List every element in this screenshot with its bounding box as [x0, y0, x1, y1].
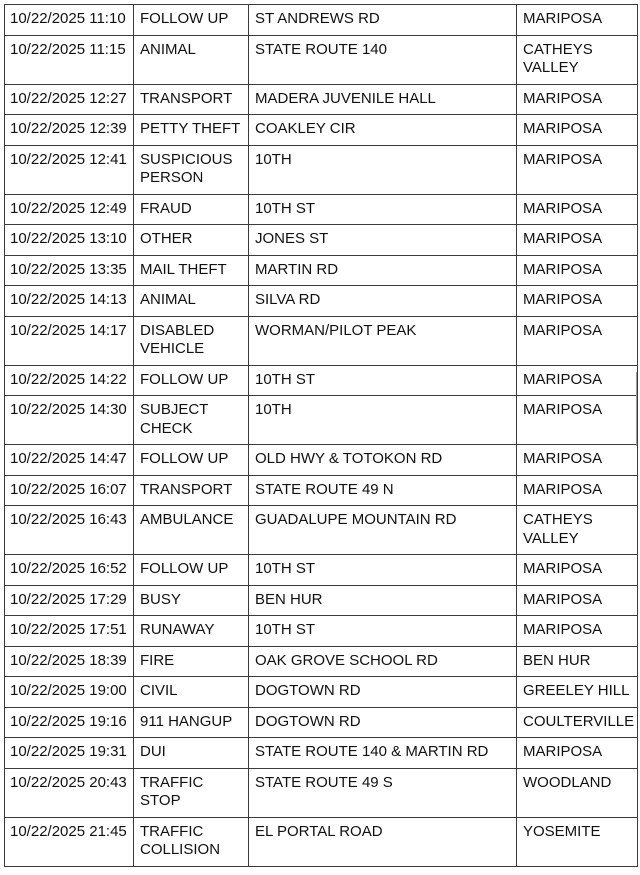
cell-incident-type: ANIMAL: [134, 35, 249, 84]
table-row: [5, 225, 638, 256]
cell-datetime: 10/22/2025 12:27: [5, 84, 134, 115]
cell-location: DOGTOWN RD: [249, 707, 517, 738]
cell-city: MARIPOSA: [517, 396, 638, 445]
cell-incident-type: FIRE: [134, 646, 249, 677]
table-row: [5, 677, 638, 708]
cell-incident-type: CIVIL: [134, 677, 249, 708]
cell-incident-type: ANIMAL: [134, 286, 249, 317]
cell-datetime: 10/22/2025 14:30: [5, 396, 134, 445]
table-row: [5, 35, 638, 84]
cell-location: 10TH ST: [249, 365, 517, 396]
cell-location: MADERA JUVENILE HALL: [249, 84, 517, 115]
table-row: [5, 396, 638, 445]
table-row: [5, 145, 638, 194]
table-row: [5, 707, 638, 738]
cell-location: COAKLEY CIR: [249, 115, 517, 146]
cell-city: MARIPOSA: [517, 365, 638, 396]
incident-log-body: [5, 5, 638, 867]
cell-incident-type: AMBULANCE: [134, 506, 249, 555]
cell-location: OAK GROVE SCHOOL RD: [249, 646, 517, 677]
cell-city: MARIPOSA: [517, 738, 638, 769]
cell-datetime: 10/22/2025 13:35: [5, 255, 134, 286]
cell-city: BEN HUR: [517, 646, 638, 677]
cell-datetime: 10/22/2025 19:00: [5, 677, 134, 708]
cell-location: 10TH ST: [249, 616, 517, 647]
cell-incident-type: DISABLED VEHICLE: [134, 316, 249, 365]
cell-location: 10TH: [249, 145, 517, 194]
cell-incident-type: DUI: [134, 738, 249, 769]
cell-city: COULTERVILLE: [517, 707, 638, 738]
table-row: [5, 84, 638, 115]
cell-location: 10TH: [249, 396, 517, 445]
table-row: [5, 817, 638, 866]
cell-city: WOODLAND: [517, 768, 638, 817]
cell-location: DOGTOWN RD: [249, 677, 517, 708]
cell-location: OLD HWY & TOTOKON RD: [249, 445, 517, 476]
cell-location: STATE ROUTE 140: [249, 35, 517, 84]
cell-incident-type: TRANSPORT: [134, 84, 249, 115]
cell-city: CATHEYS VALLEY: [517, 506, 638, 555]
cell-city: MARIPOSA: [517, 115, 638, 146]
cell-datetime: 10/22/2025 19:31: [5, 738, 134, 769]
cell-location: ST ANDREWS RD: [249, 5, 517, 36]
cell-city: GREELEY HILL: [517, 677, 638, 708]
cell-city: MARIPOSA: [517, 475, 638, 506]
cell-location: MARTIN RD: [249, 255, 517, 286]
cell-location: 10TH ST: [249, 194, 517, 225]
cell-datetime: 10/22/2025 17:51: [5, 616, 134, 647]
page-edge-mark: [636, 372, 637, 446]
table-row: [5, 616, 638, 647]
table-row: [5, 255, 638, 286]
cell-city: MARIPOSA: [517, 145, 638, 194]
cell-incident-type: SUBJECT CHECK: [134, 396, 249, 445]
cell-incident-type: TRAFFIC STOP: [134, 768, 249, 817]
cell-city: MARIPOSA: [517, 5, 638, 36]
table-row: [5, 475, 638, 506]
cell-incident-type: FRAUD: [134, 194, 249, 225]
cell-datetime: 10/22/2025 17:29: [5, 585, 134, 616]
cell-city: MARIPOSA: [517, 585, 638, 616]
cell-incident-type: BUSY: [134, 585, 249, 616]
table-row: [5, 555, 638, 586]
cell-datetime: 10/22/2025 16:07: [5, 475, 134, 506]
cell-city: MARIPOSA: [517, 445, 638, 476]
cell-datetime: 10/22/2025 20:43: [5, 768, 134, 817]
cell-location: STATE ROUTE 49 N: [249, 475, 517, 506]
cell-city: YOSEMITE: [517, 817, 638, 866]
cell-location: BEN HUR: [249, 585, 517, 616]
cell-incident-type: TRAFFIC COLLISION: [134, 817, 249, 866]
cell-city: MARIPOSA: [517, 194, 638, 225]
cell-incident-type: FOLLOW UP: [134, 365, 249, 396]
cell-city: MARIPOSA: [517, 555, 638, 586]
cell-datetime: 10/22/2025 19:16: [5, 707, 134, 738]
cell-incident-type: TRANSPORT: [134, 475, 249, 506]
table-row: [5, 316, 638, 365]
cell-city: MARIPOSA: [517, 255, 638, 286]
cell-datetime: 10/22/2025 18:39: [5, 646, 134, 677]
table-row: [5, 194, 638, 225]
table-row: [5, 445, 638, 476]
cell-datetime: 10/22/2025 16:52: [5, 555, 134, 586]
cell-incident-type: 911 HANGUP: [134, 707, 249, 738]
cell-datetime: 10/22/2025 16:43: [5, 506, 134, 555]
cell-location: STATE ROUTE 49 S: [249, 768, 517, 817]
cell-incident-type: FOLLOW UP: [134, 5, 249, 36]
table-row: [5, 506, 638, 555]
cell-datetime: 10/22/2025 14:17: [5, 316, 134, 365]
cell-datetime: 10/22/2025 11:10: [5, 5, 134, 36]
cell-city: MARIPOSA: [517, 616, 638, 647]
cell-location: 10TH ST: [249, 555, 517, 586]
cell-city: CATHEYS VALLEY: [517, 35, 638, 84]
table-row: [5, 5, 638, 36]
cell-city: MARIPOSA: [517, 316, 638, 365]
cell-location: SILVA RD: [249, 286, 517, 317]
cell-incident-type: MAIL THEFT: [134, 255, 249, 286]
table-row: [5, 585, 638, 616]
table-row: [5, 768, 638, 817]
cell-datetime: 10/22/2025 14:13: [5, 286, 134, 317]
table-row: [5, 115, 638, 146]
cell-incident-type: OTHER: [134, 225, 249, 256]
cell-location: GUADALUPE MOUNTAIN RD: [249, 506, 517, 555]
cell-location: WORMAN/PILOT PEAK: [249, 316, 517, 365]
cell-datetime: 10/22/2025 21:45: [5, 817, 134, 866]
cell-datetime: 10/22/2025 14:22: [5, 365, 134, 396]
cell-city: MARIPOSA: [517, 225, 638, 256]
incident-log-table: [4, 4, 638, 867]
table-row: [5, 646, 638, 677]
cell-location: STATE ROUTE 140 & MARTIN RD: [249, 738, 517, 769]
cell-incident-type: FOLLOW UP: [134, 445, 249, 476]
cell-datetime: 10/22/2025 14:47: [5, 445, 134, 476]
table-row: [5, 286, 638, 317]
cell-datetime: 10/22/2025 12:49: [5, 194, 134, 225]
cell-city: MARIPOSA: [517, 286, 638, 317]
table-row: [5, 738, 638, 769]
cell-datetime: 10/22/2025 11:15: [5, 35, 134, 84]
cell-incident-type: FOLLOW UP: [134, 555, 249, 586]
cell-incident-type: PETTY THEFT: [134, 115, 249, 146]
cell-datetime: 10/22/2025 12:41: [5, 145, 134, 194]
table-row: [5, 365, 638, 396]
cell-incident-type: SUSPICIOUS PERSON: [134, 145, 249, 194]
cell-incident-type: RUNAWAY: [134, 616, 249, 647]
cell-datetime: 10/22/2025 13:10: [5, 225, 134, 256]
cell-datetime: 10/22/2025 12:39: [5, 115, 134, 146]
cell-location: JONES ST: [249, 225, 517, 256]
cell-city: MARIPOSA: [517, 84, 638, 115]
cell-location: EL PORTAL ROAD: [249, 817, 517, 866]
